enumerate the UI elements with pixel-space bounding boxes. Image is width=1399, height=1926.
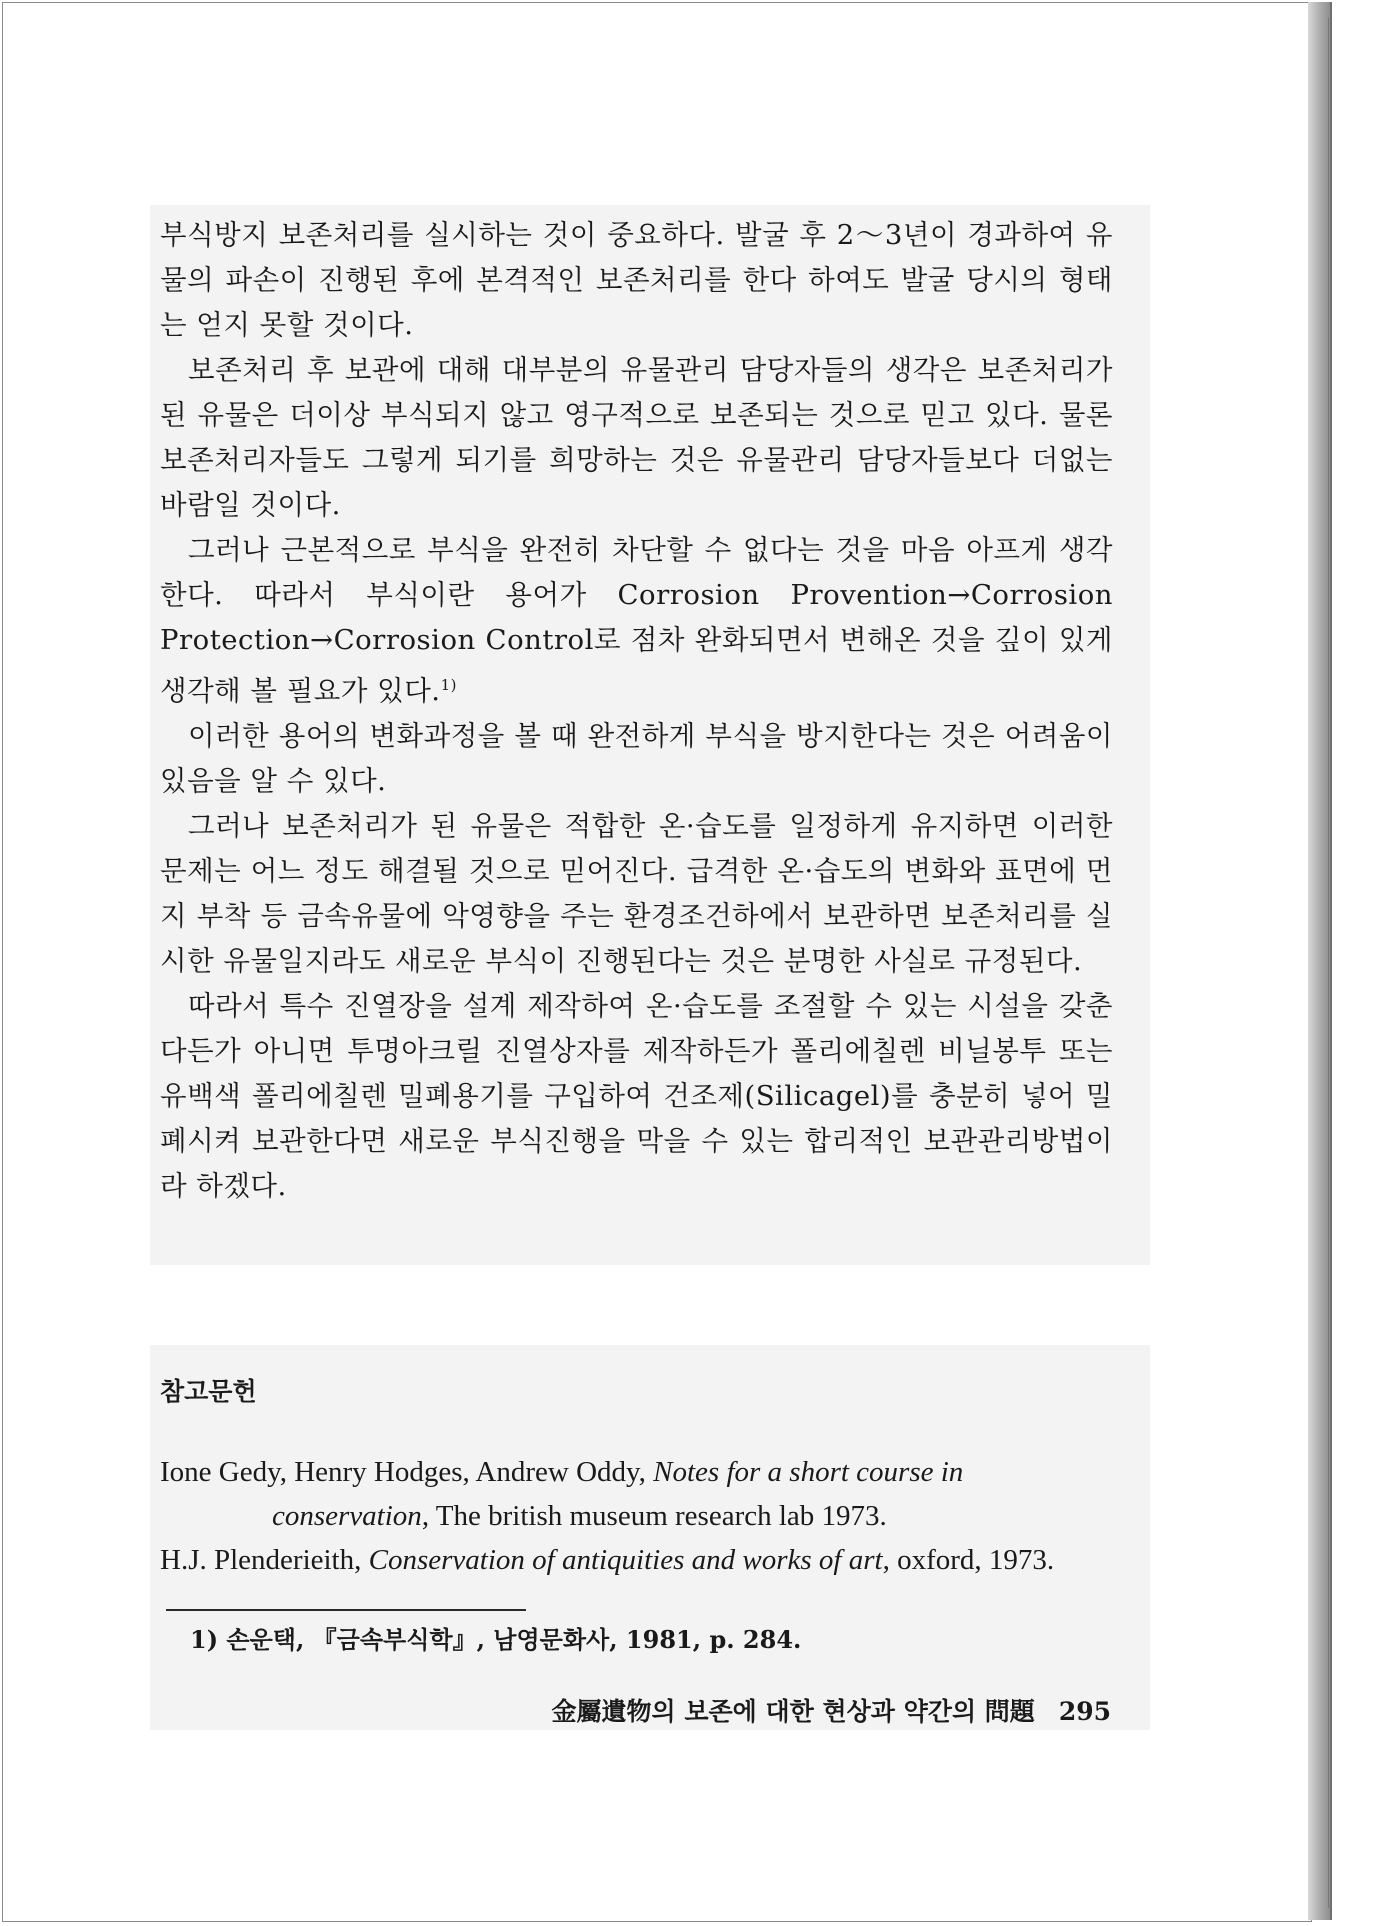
reference-authors: H.J. Plenderieith, [160,1544,369,1576]
paragraph-2: 보존처리 후 보관에 대해 대부분의 유물관리 담당자들의 생각은 보존처리가 된 유물은 더이상 부식되지 않고 영구적으로 보존되는 것으로 믿고 있다. 물론 보존처리자들도 그렇게 되기를 희망하는 것은 유물관리 담당자들보다 더없는 바람일 것이다. [160,354,1113,521]
footnote: 1) 손운택, 『금속부식학』, 남영문화사, 1981, p. 284. [190,1625,802,1654]
reference-authors: Ione Gedy, Henry Hodges, Andrew Oddy, [160,1456,654,1488]
footnote-divider [166,1609,526,1611]
paragraph-3-text: 그러나 근본적으로 부식을 완전히 차단할 수 없다는 것을 마음 아프게 생각한다. 따라서 부식이란 용어가 Corrosion Provention→Corrosion Protection→Corrosion Control로 점차 완화되면서 변해온 것을 깊이 있게 생각해 볼 필요가 있다. [160,534,1113,708]
paragraph-6: 따라서 특수 진열장을 설계 제작하여 온·습도를 조절할 수 있는 시설을 갖춘다든가 아니면 투명아크릴 진열상자를 제작하든가 폴리에칠렌 비닐봉투 또는 유백색 폴리에칠렌 밀폐용기를 구입하여 건조제(Silicagel)를 충분히 넣어 밀폐시켜 보관한다면 새로운 부식진행을 막을 수 있는 합리적인 보관관리방법이라 하겠다. [160,990,1113,1203]
reference-details: , The british museum research lab 1973. [421,1500,887,1532]
body-text [160,213,1113,1209]
reference-title: Notes for a short course in conservation [272,1456,964,1532]
reference-details: , oxford, 1973. [882,1544,1055,1576]
reference-item [160,1538,1115,1582]
paragraph-1: 부식방지 보존처리를 실시하는 것이 중요하다. 발굴 후 2～3년이 경과하여 유물의 파손이 진행된 후에 본격적인 보존처리를 한다 하여도 발굴 당시의 형태는 얻지 못할 것이다. [160,219,1113,341]
page-edge-line [1328,18,1329,1908]
page-number: 295 [1058,1697,1111,1726]
footnote-marker: 1) [440,676,457,694]
paragraph-5: 그러나 보존처리가 된 유물은 적합한 온·습도를 일정하게 유지하면 이러한 문제는 어느 정도 해결될 것으로 믿어진다. 급격한 온·습도의 변화와 표면에 먼지 부착 등 금속유물에 악영향을 주는 환경조건하에서 보관하면 보존처리를 실시한 유물일지라도 새로운 부식이 진행된다는 것은 분명한 사실로 규정된다. [160,810,1113,978]
references-heading: 참고문헌 [160,1377,257,1406]
paragraph-4: 이러한 용어의 변화과정을 볼 때 완전하게 부식을 방지한다는 것은 어려움이 있음을 알 수 있다. [160,720,1113,798]
paragraph-3 [160,528,1113,714]
references-list [160,1450,1115,1582]
running-footer [551,1692,1111,1728]
running-footer-title: 金屬遺物의 보존에 대한 현상과 약간의 問題 [551,1697,1035,1726]
reference-item [160,1450,1115,1538]
reference-title: Conservation of antiquities and works of art [368,1544,883,1576]
